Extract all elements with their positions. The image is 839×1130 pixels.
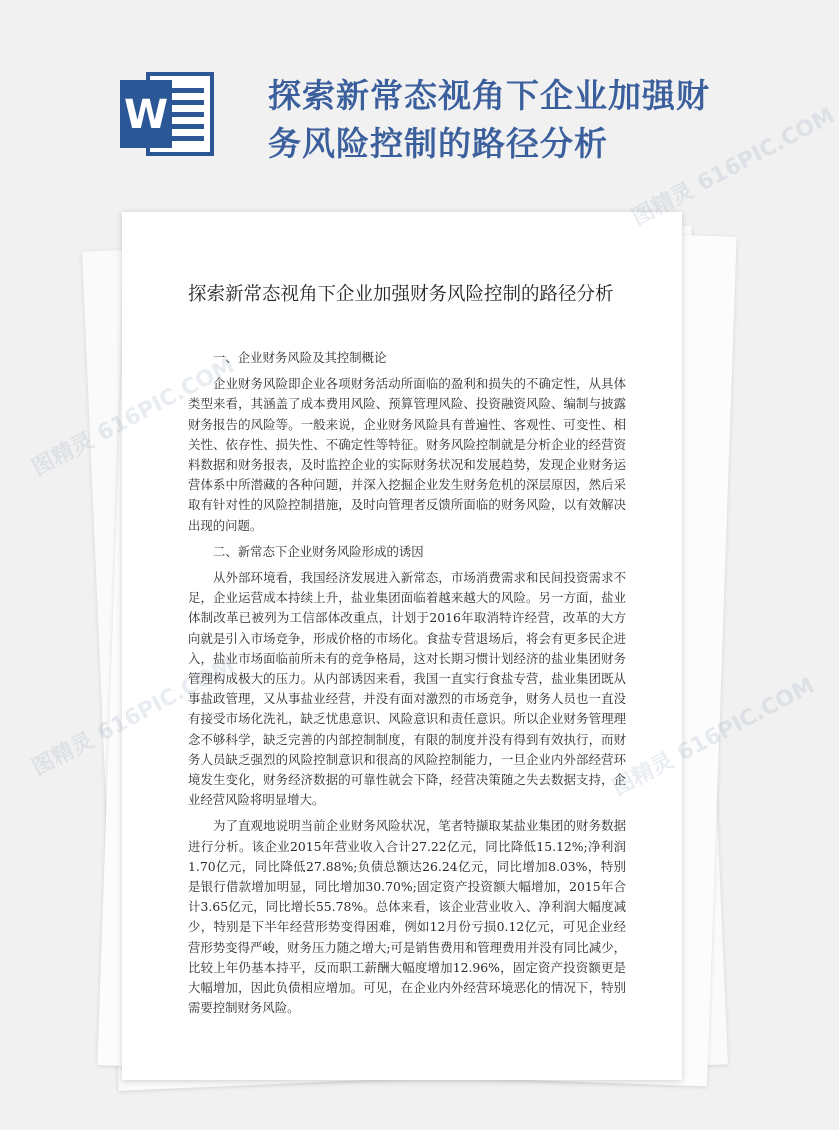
- watermark: 616PIC.COM: [673, 673, 819, 767]
- document-page: [122, 212, 682, 1080]
- watermark: 图精灵: [28, 428, 99, 482]
- paragraph-3: 为了直观地说明当前企业财务风险状况，笔者特撷取某盐业集团的财务数据进行分析。该企业2015年营业收入合计27.22亿元，同比降低15.12%;净利润1.70亿元，同比降低27.88%;负债总额达26.24亿元，同比增加8.03%，特别是银行借款增加明显，同比增加30.70%;固定资产投资额大幅增加，2015年合计3.65亿元，同比增长55.78%。总体来看，该企业营业收入、净利润大幅度减少，特别是下半年经营形势变得困难，例如12月份亏损0.12亿元，可见企业经营形势变得严峻，财务压力随之增大;可是销售费用和管理费用并没有同比减少，比较上年仍基本持平，反而职工薪酬大幅度增加12.96%，固定资产投资额更是大幅增加，因此负债相应增加。可见，在企业内外经营环境恶化的情况下，特别需要控制财务风险。: [188, 818, 626, 1016]
- watermark: 图精灵: [28, 728, 99, 782]
- section-heading-1: 一、企业财务风险及其控制概论: [213, 350, 387, 365]
- paragraph-2: 从外部环境看，我国经济发展进入新常态，市场消费需求和民间投资需求不足，企业运营成本持续上升，盐业集团面临着越来越大的风险。另一方面，盐业体制改革已被列为工信部体改重点，计划于2016年取消特许经营，改革的大方向就是引入市场竞争，形成价格的市场化。食盐专营退场后，将会有更多民企进入，盐业市场面临前所未有的竞争格局，这对长期习惯计划经济的盐业集团财务管理构成极大的压力。从内部诱因来看，我国一直实行食盐专营，盐业集团既从事盐政管理，又从事盐业经营，并没有面对激烈的市场竞争，财务人员也一直没有接受市场化洗礼，缺乏忧患意识、风险意识和责任意识。所以企业财务管理理念不够科学，缺乏完善的内部控制制度，有限的制度并没有得到有效执行，而财务人员缺乏强烈的风险控制意识和很高的风险控制能力，一旦企业内外部经营环境发生变化，财务经济数据的可靠性就会下降，经营决策随之失去数据支持，企业经营风险将明显增大。: [188, 570, 626, 808]
- watermark: 图精灵 616PIC.COM: [628, 103, 839, 232]
- header-banner: [0, 0, 800, 200]
- word-document-icon: [118, 66, 218, 162]
- paragraph-1: 企业财务风险即企业各项财务活动所面临的盈利和损失的不确定性，从具体类型来看，其涵盖了成本费用风险、预算管理风险、投资融资风险、编制与披露财务报告的风险等。一般来说，企业财务风险具有普遍性、客观性、可变性、相关性、依存性、损失性、不确定性等特征。财务风险控制就是分析企业的经营资料数据和财务报表，及时监控企业的实际财务状况和发展趋势，发现企业财务运营体系中所潜藏的各种问题，并深入挖掘企业发生财务危机的深层原因，然后采取有针对性的风险控制措施，及时向管理者反馈所面临的财务风险，以有效解决出现的问题。: [188, 376, 626, 533]
- document-title: 探索新常态视角下企业加强财务风险控制的路径分析: [188, 284, 614, 305]
- document-body: [188, 348, 626, 1025]
- section-heading-2: 二、新常态下企业财务风险形成的诱因: [213, 543, 424, 559]
- svg-text:W: W: [123, 92, 169, 138]
- header-title: 探索新常态视角下企业加强财务风险控制的路径分析: [268, 76, 710, 163]
